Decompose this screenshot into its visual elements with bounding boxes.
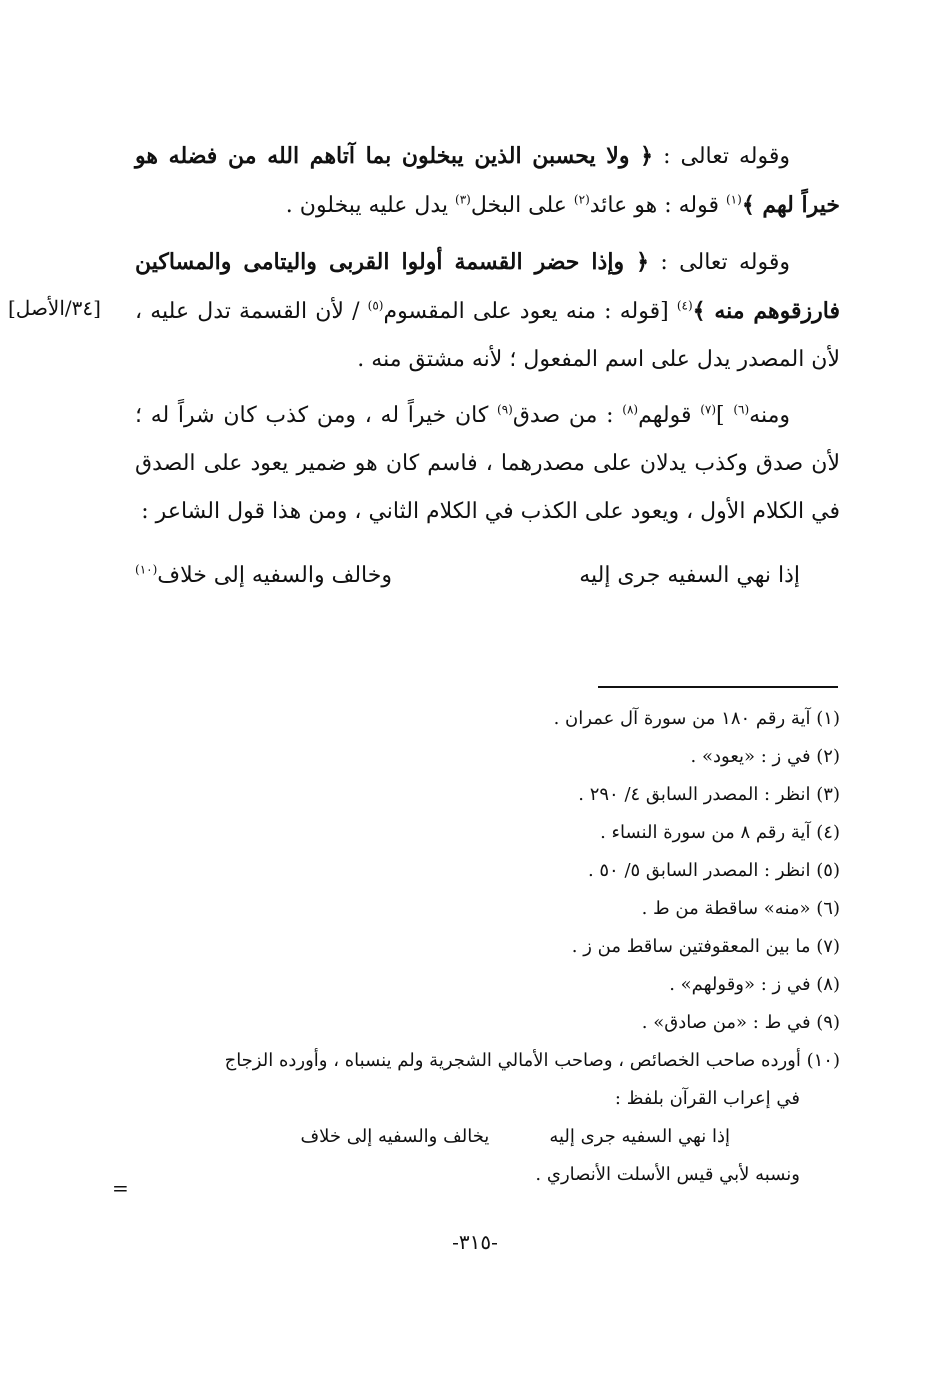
text-run: وقوله تعالى : [649, 250, 791, 275]
footnote-10-attribution: ونسبه لأبي قيس الأسلت الأنصاري . [535, 1164, 800, 1185]
footnote-ref: (٥) [367, 298, 384, 313]
margin-note: [٣٤/الأصل] [8, 296, 101, 320]
text-run: / لأن القسمة تدل عليه ، لأن المصدر يدل على اسم المفعول ؛ لأنه مشتق منه . [135, 299, 840, 372]
footnote-divider [598, 686, 838, 688]
verse-first-hemistich: إذا نهي السفيه جرى إليه [579, 563, 800, 588]
text-run: قولهم [638, 403, 701, 428]
footnote-4: (٤) آية رقم ٨ من سورة النساء . [600, 822, 840, 843]
poem-verse [135, 552, 840, 600]
verse-first-hemistich: إذا نهي السفيه جرى إليه [549, 1126, 730, 1147]
text-run: كان خيراً له ، ومن كذب كان شراً له ؛ لأن صدق وكذب يدلان على مصدرهما ، فاسم كان هو ضمير يعود على الصدق في الكلام الأول ، ويعود على الكذب في الكلام الثاني ، ومن هذا قول الشاعر : [135, 403, 840, 524]
text-run: ومنه [749, 403, 790, 428]
quran-verse: ﴿ وإذا حضر القسمة أولوا القربى واليتامى والمساكين فارزقوهم منه ﴾ [135, 249, 840, 324]
text-run: وخالف والسفيه إلى خلاف [157, 563, 392, 588]
text-run: على البخل [470, 193, 574, 218]
footnote-2: (٢) في ز : «يعود» . [690, 746, 840, 767]
footnote-ref: (١) [725, 192, 742, 207]
paragraph-2 [135, 238, 840, 384]
footnote-6: (٦) «منه» ساقطة من ط . [641, 898, 840, 919]
footnote-ref: (١٠) [135, 562, 158, 577]
page-number: -٣١٥- [452, 1230, 498, 1254]
footnotes [135, 700, 840, 1194]
footnote-ref: (٧) [700, 402, 717, 417]
text-run: وقوله تعالى : [653, 144, 791, 169]
footnote-10-verse [135, 1118, 840, 1156]
footnote-7: (٧) ما بين المعقوفتين ساقط من ز . [571, 936, 840, 957]
text-run: [قوله : منه يعود على المقسوم [383, 299, 677, 324]
text-run: : من صدق [512, 403, 623, 428]
footnote-ref: (٢) [573, 192, 590, 207]
main-text [135, 132, 840, 600]
footnote-1: (١) آية رقم ١٨٠ من سورة آل عمران . [553, 708, 840, 729]
footnote-ref: (٣) [455, 192, 471, 207]
footnote-9: (٩) في ط : «من صادق» . [641, 1012, 840, 1033]
paragraph-1 [135, 132, 840, 230]
continuation-mark: = [112, 1176, 129, 1200]
footnote-ref: (٨) [622, 402, 639, 417]
footnote-ref: (٩) [497, 402, 513, 417]
footnote-8: (٨) في ز : «وقولهم» . [669, 974, 840, 995]
text-run: يدل عليه يبخلون . [285, 193, 456, 218]
verse-second-hemistich [135, 552, 392, 600]
footnote-ref: (٦) [733, 402, 750, 417]
footnote-3: (٣) انظر : المصدر السابق ٤/ ٢٩٠ . [578, 784, 840, 805]
footnote-10: (١٠) أورده صاحب الخصائص ، وصاحب الأمالي الشجرية ولم ينسباه ، وأورده الزجاج [224, 1050, 840, 1071]
footnote-ref: (٤) [676, 298, 693, 313]
quran-verse: ﴿ ولا يحسبن الذين يبخلون بما آتاهم الله من فضله هو خيراً لهم ﴾ [135, 143, 840, 218]
text-run: قوله : هو عائد [589, 193, 726, 218]
footnote-10-continuation: في إعراب القرآن بلفظ : [614, 1088, 800, 1109]
verse-second-hemistich: يخالف والسفيه إلى خلاف [300, 1126, 490, 1147]
text-run: ] [716, 403, 734, 428]
footnote-5: (٥) انظر : المصدر السابق ٥/ ٥٠ . [587, 860, 840, 881]
paragraph-3 [135, 392, 840, 536]
